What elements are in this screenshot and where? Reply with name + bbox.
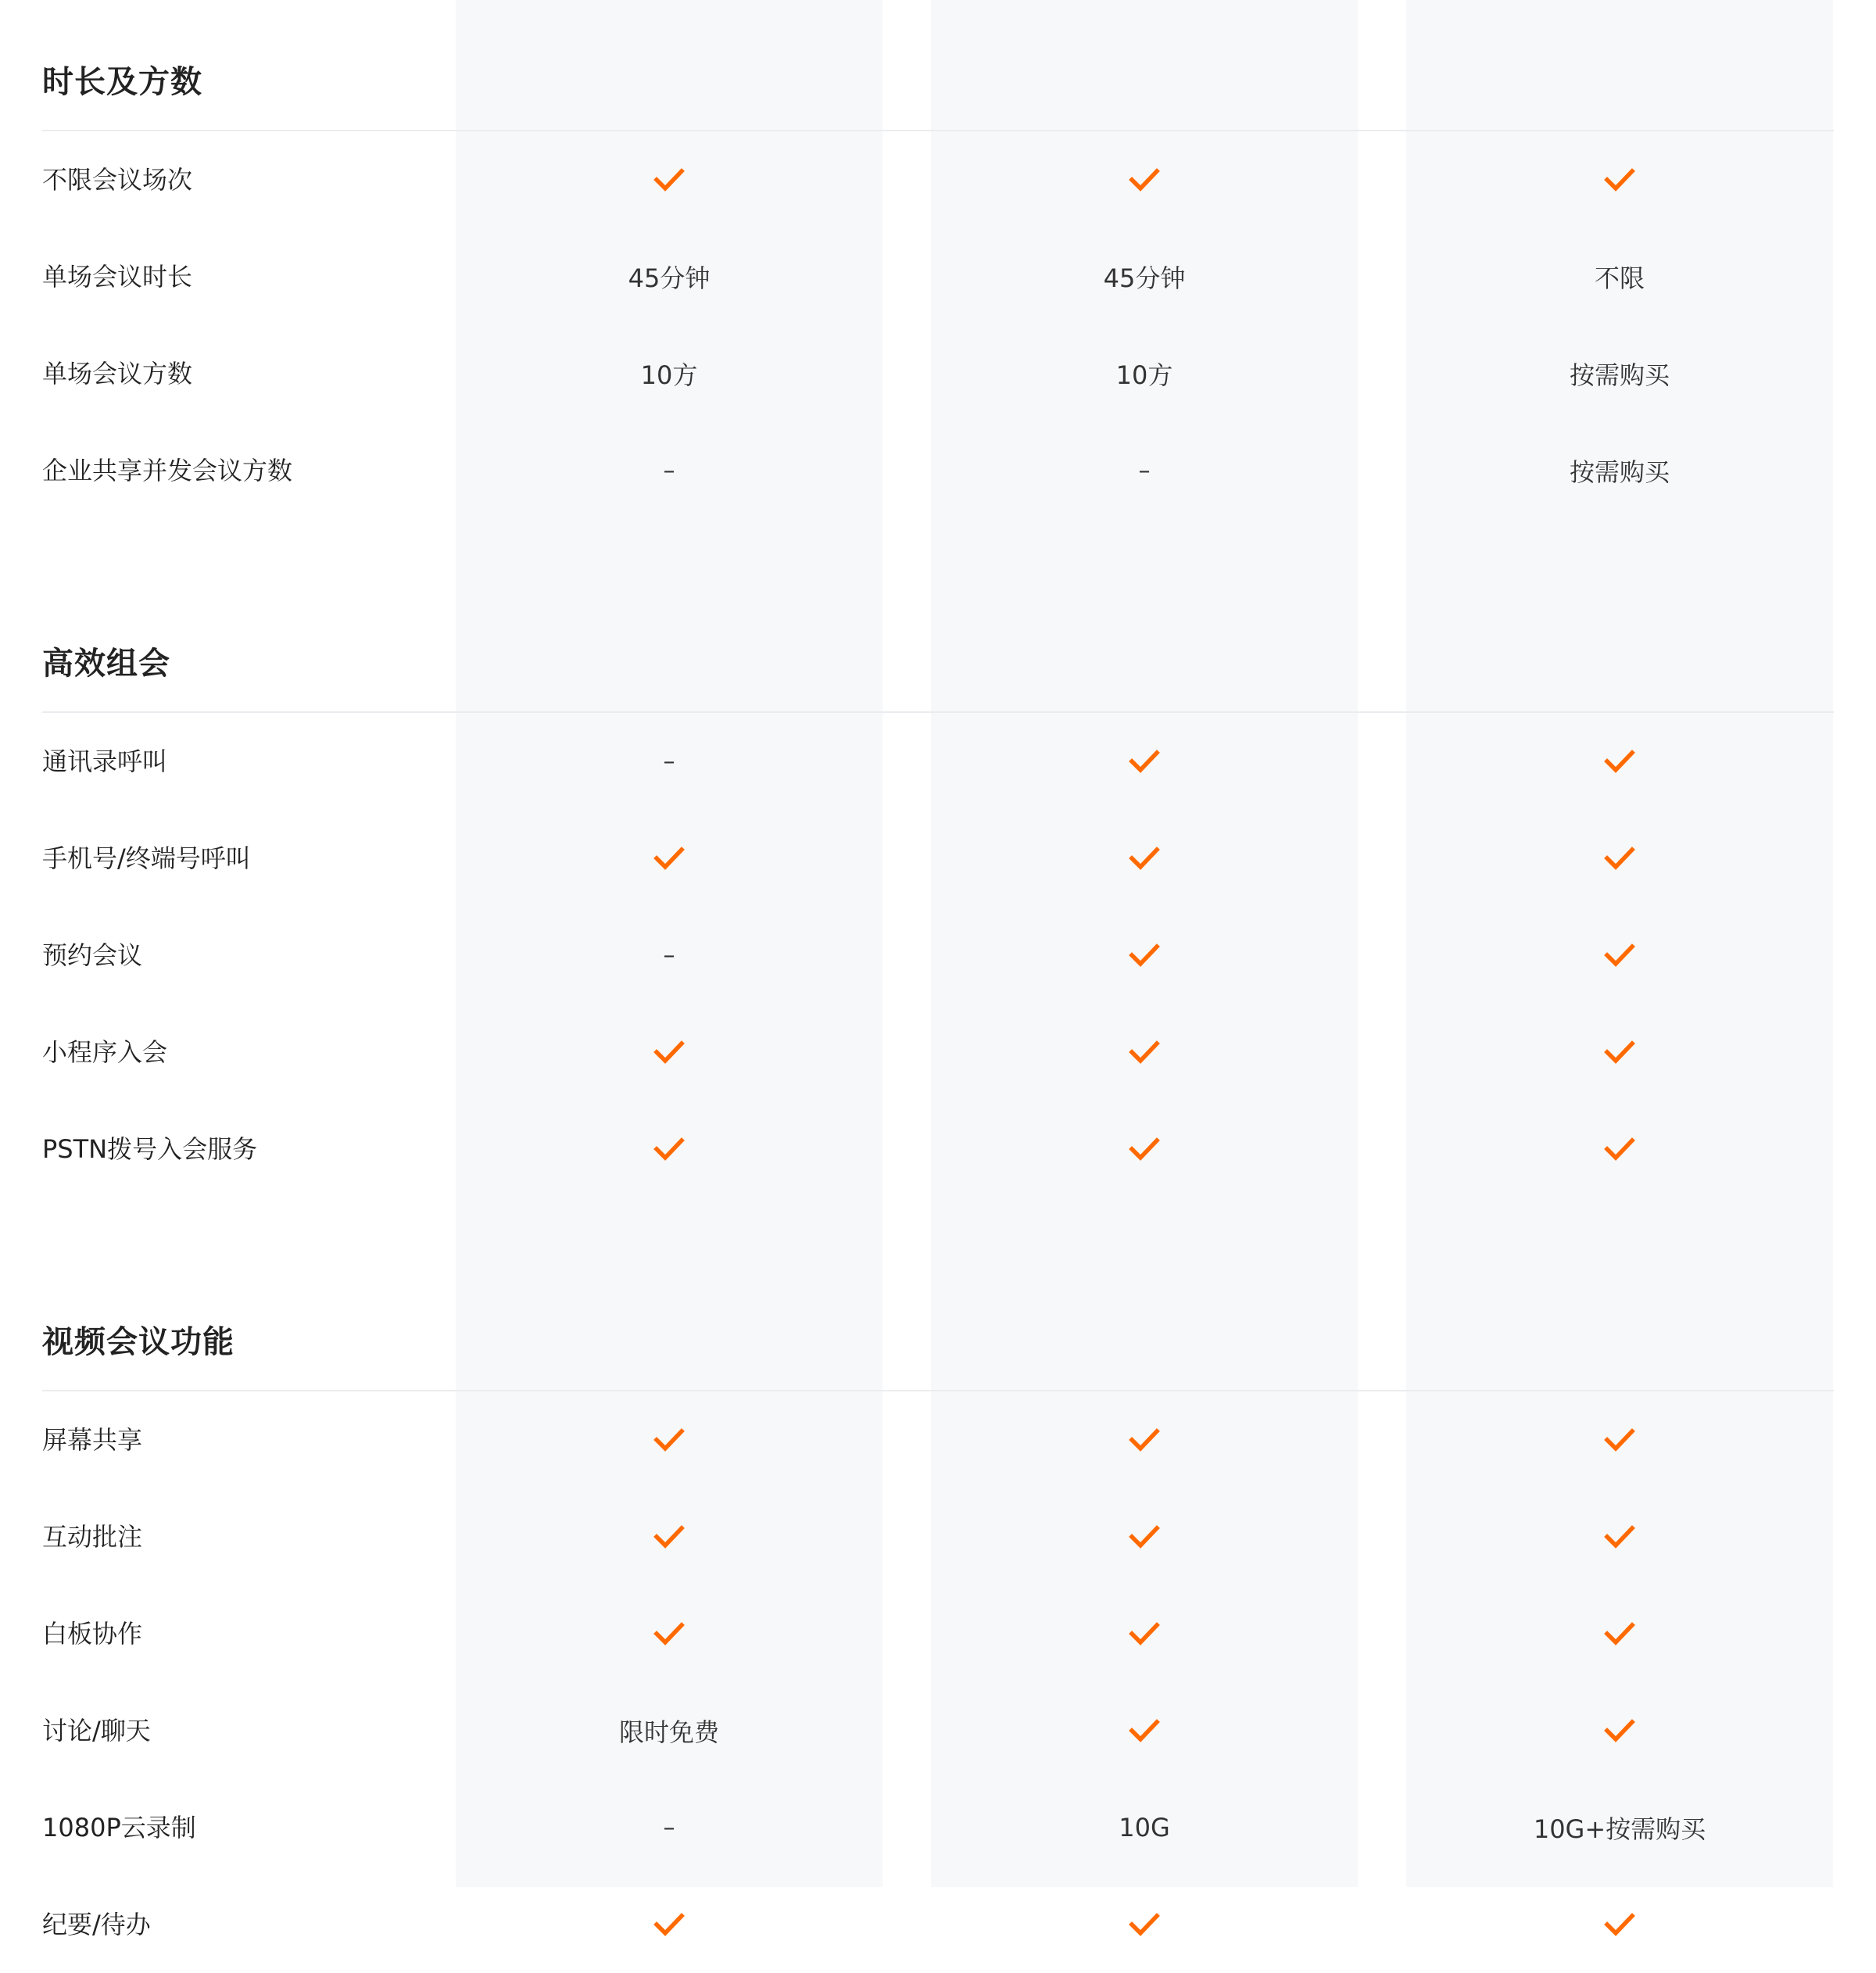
feature-label: 单场会议时长 bbox=[42, 262, 193, 292]
plan-1-value bbox=[456, 1779, 883, 1876]
section-spacer bbox=[0, 519, 1876, 580]
plan-2-value bbox=[931, 713, 1358, 810]
feature-row bbox=[0, 713, 1876, 810]
feature-label: 1080P云录制 bbox=[42, 1813, 196, 1842]
checkmark-icon bbox=[653, 846, 685, 871]
feature-row bbox=[0, 1779, 1876, 1876]
feature-row bbox=[0, 228, 1876, 325]
checkmark-icon bbox=[1604, 1912, 1635, 1937]
value-text: 45分钟 bbox=[1103, 263, 1186, 293]
feature-row bbox=[0, 325, 1876, 422]
plan-3-value bbox=[1406, 1876, 1833, 1973]
plan-1-value bbox=[456, 131, 883, 228]
value-text: 按需购买 bbox=[1569, 360, 1670, 390]
value-text: 10G+按需购买 bbox=[1533, 1814, 1706, 1844]
checkmark-icon bbox=[1604, 846, 1635, 871]
feature-row bbox=[0, 131, 1876, 228]
not-available-dash: – bbox=[663, 457, 675, 485]
checkmark-icon bbox=[653, 1137, 685, 1162]
checkmark-icon bbox=[653, 1912, 685, 1937]
checkmark-icon bbox=[1129, 749, 1160, 774]
plan-3-value bbox=[1406, 131, 1833, 228]
plan-2-value bbox=[931, 325, 1358, 422]
plan-1-value bbox=[456, 228, 883, 325]
feature-row bbox=[0, 1004, 1876, 1101]
plan-1-value bbox=[456, 422, 883, 519]
not-available-dash: – bbox=[663, 747, 675, 775]
feature-label: 预约会议 bbox=[42, 940, 143, 970]
not-available-dash: – bbox=[1138, 457, 1151, 485]
value-text: 10方 bbox=[640, 360, 698, 390]
plan-2-value bbox=[931, 1391, 1358, 1488]
section-header bbox=[0, 1259, 1876, 1391]
feature-label: 通讯录呼叫 bbox=[42, 747, 168, 776]
plan-2-value bbox=[931, 1101, 1358, 1198]
value-text: 按需购买 bbox=[1569, 457, 1670, 487]
value-text: 10方 bbox=[1115, 360, 1173, 390]
checkmark-icon bbox=[1604, 1524, 1635, 1549]
plan-1-value bbox=[456, 1682, 883, 1779]
plan-3-value bbox=[1406, 1779, 1833, 1876]
plan-1-value bbox=[456, 325, 883, 422]
feature-label: 不限会议场次 bbox=[42, 165, 193, 195]
checkmark-icon bbox=[1604, 1718, 1635, 1743]
plan-2-value bbox=[931, 1004, 1358, 1101]
feature-label: 屏幕共享 bbox=[42, 1425, 143, 1455]
plan-3-value bbox=[1406, 1488, 1833, 1585]
checkmark-icon bbox=[1129, 943, 1160, 968]
plan-1-value bbox=[456, 713, 883, 810]
feature-row bbox=[0, 1391, 1876, 1488]
plan-2-value bbox=[931, 422, 1358, 519]
section-title: 时长及方数 bbox=[42, 64, 202, 100]
checkmark-icon bbox=[1129, 1137, 1160, 1162]
plan-1-value bbox=[456, 1391, 883, 1488]
feature-row bbox=[0, 1488, 1876, 1585]
feature-row bbox=[0, 1585, 1876, 1682]
plan-1-value bbox=[456, 1876, 883, 1973]
plan-3-value bbox=[1406, 907, 1833, 1004]
checkmark-icon bbox=[653, 167, 685, 192]
feature-label: 单场会议方数 bbox=[42, 359, 193, 389]
plan-1-value bbox=[456, 1488, 883, 1585]
checkmark-icon bbox=[653, 1040, 685, 1065]
feature-label: 互动批注 bbox=[42, 1522, 143, 1552]
checkmark-icon bbox=[1604, 167, 1635, 192]
feature-label: 讨论/聊天 bbox=[42, 1716, 151, 1746]
plan-1-value bbox=[456, 907, 883, 1004]
plan-2-value bbox=[931, 228, 1358, 325]
plan-2-value bbox=[931, 1585, 1358, 1682]
not-available-dash: – bbox=[663, 1814, 675, 1842]
plan-3-value bbox=[1406, 1391, 1833, 1488]
section-header bbox=[0, 0, 1876, 131]
plan-1-value bbox=[456, 1101, 883, 1198]
plan-2-value bbox=[931, 1876, 1358, 1973]
checkmark-icon bbox=[653, 1524, 685, 1549]
feature-label: PSTN拨号入会服务 bbox=[42, 1134, 258, 1164]
value-text: 10G bbox=[1119, 1813, 1170, 1842]
plan-1-value bbox=[456, 810, 883, 907]
section-title: 视频会议功能 bbox=[42, 1324, 234, 1360]
plan-1-value bbox=[456, 1585, 883, 1682]
checkmark-icon bbox=[1129, 1524, 1160, 1549]
feature-row bbox=[0, 1101, 1876, 1198]
plan-3-value bbox=[1406, 1004, 1833, 1101]
feature-row bbox=[0, 907, 1876, 1004]
plan-3-value bbox=[1406, 713, 1833, 810]
checkmark-icon bbox=[1604, 1040, 1635, 1065]
plan-2-value bbox=[931, 1779, 1358, 1876]
section-title: 高效组会 bbox=[42, 646, 170, 682]
checkmark-icon bbox=[1129, 1427, 1160, 1452]
value-text: 不限 bbox=[1594, 263, 1645, 293]
checkmark-icon bbox=[1129, 1621, 1160, 1646]
feature-row bbox=[0, 1876, 1876, 1973]
checkmark-icon bbox=[1604, 1621, 1635, 1646]
plan-3-value bbox=[1406, 1585, 1833, 1682]
feature-label: 手机号/终端号呼叫 bbox=[42, 843, 251, 873]
plan-3-value bbox=[1406, 1101, 1833, 1198]
checkmark-icon bbox=[1604, 1427, 1635, 1452]
feature-label: 纪要/待办 bbox=[42, 1910, 151, 1939]
checkmark-icon bbox=[1129, 1912, 1160, 1937]
plan-3-value bbox=[1406, 228, 1833, 325]
checkmark-icon bbox=[1604, 1137, 1635, 1162]
feature-label: 企业共享并发会议方数 bbox=[42, 456, 293, 485]
plan-3-value bbox=[1406, 422, 1833, 519]
plan-2-value bbox=[931, 1488, 1358, 1585]
checkmark-icon bbox=[1604, 943, 1635, 968]
checkmark-icon bbox=[1129, 1040, 1160, 1065]
feature-label: 小程序入会 bbox=[42, 1037, 168, 1067]
plan-2-value bbox=[931, 907, 1358, 1004]
plan-1-value bbox=[456, 1004, 883, 1101]
checkmark-icon bbox=[1129, 846, 1160, 871]
value-text: 限时免费 bbox=[618, 1717, 719, 1747]
not-available-dash: – bbox=[663, 941, 675, 969]
feature-row bbox=[0, 1682, 1876, 1779]
section-spacer bbox=[0, 1198, 1876, 1259]
checkmark-icon bbox=[653, 1621, 685, 1646]
checkmark-icon bbox=[1129, 167, 1160, 192]
plan-3-value bbox=[1406, 325, 1833, 422]
checkmark-icon bbox=[653, 1427, 685, 1452]
value-text: 45分钟 bbox=[628, 263, 711, 293]
checkmark-icon bbox=[1129, 1718, 1160, 1743]
plan-2-value bbox=[931, 1682, 1358, 1779]
plan-2-value bbox=[931, 810, 1358, 907]
plan-3-value bbox=[1406, 810, 1833, 907]
plan-3-value bbox=[1406, 1682, 1833, 1779]
feature-row bbox=[0, 810, 1876, 907]
checkmark-icon bbox=[1604, 749, 1635, 774]
feature-row bbox=[0, 422, 1876, 519]
feature-label: 白板协作 bbox=[42, 1619, 143, 1649]
plan-2-value bbox=[931, 131, 1358, 228]
section-header bbox=[0, 580, 1876, 713]
